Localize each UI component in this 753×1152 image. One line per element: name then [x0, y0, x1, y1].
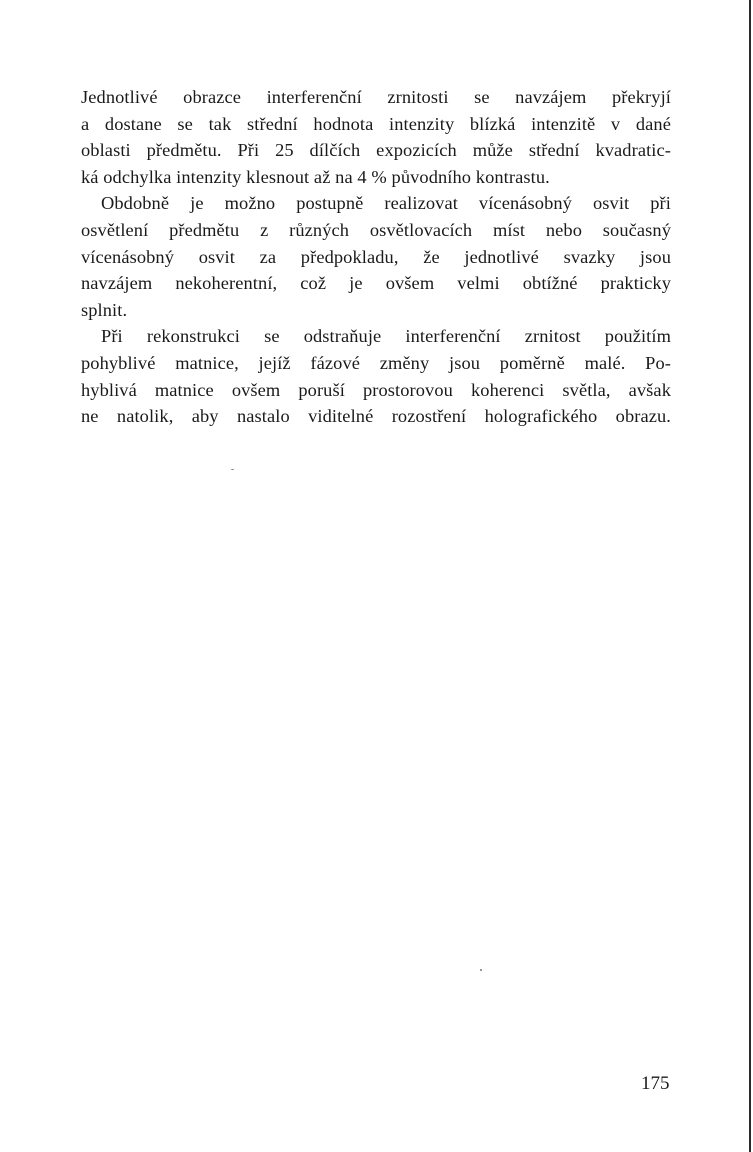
text-line: a dostane se tak střední hodnota intenzity blízká intenzitě v dané [81, 113, 671, 134]
text-line: hyblivá matnice ovšem poruší prostorovou koherenci světla, avšak [81, 379, 671, 400]
text-line: navzájem nekoherentní, což je ovšem velmi obtížné prakticky [81, 273, 671, 294]
body-text [81, 84, 671, 430]
page-number: 175 [641, 1073, 670, 1094]
text-line: vícenásobný osvit za předpokladu, že jednotlivé svazky jsou [81, 246, 671, 267]
paragraph-3 [81, 323, 671, 429]
text-line: ne natolik, aby nastalo viditelné rozostření holografického obrazu. [81, 406, 671, 427]
paragraph-1 [81, 84, 671, 190]
text-line: osvětlení předmětu z různých osvětlovacích míst nebo současný [81, 219, 671, 240]
scan-edge [749, 0, 751, 1152]
scan-speck [231, 469, 234, 470]
paragraph-2 [81, 190, 671, 323]
text-line: pohyblivé matnice, jejíž fázové změny jsou poměrně malé. Po- [81, 352, 671, 373]
text-line: Obdobně je možno postupně realizovat vícenásobný osvit při [101, 193, 671, 214]
text-line: Při rekonstrukci se odstraňuje interferenční zrnitost použitím [101, 326, 671, 347]
scan-speck [480, 969, 482, 971]
text-line: Jednotlivé obrazce interferenční zrnitosti se navzájem překryjí [81, 87, 671, 107]
text-line: splnit. [81, 299, 128, 320]
text-line: ká odchylka intenzity klesnout až na 4 % původního kontrastu. [81, 166, 550, 187]
text-line: oblasti předmětu. Při 25 dílčích expozicích může střední kvadratic- [81, 140, 671, 161]
